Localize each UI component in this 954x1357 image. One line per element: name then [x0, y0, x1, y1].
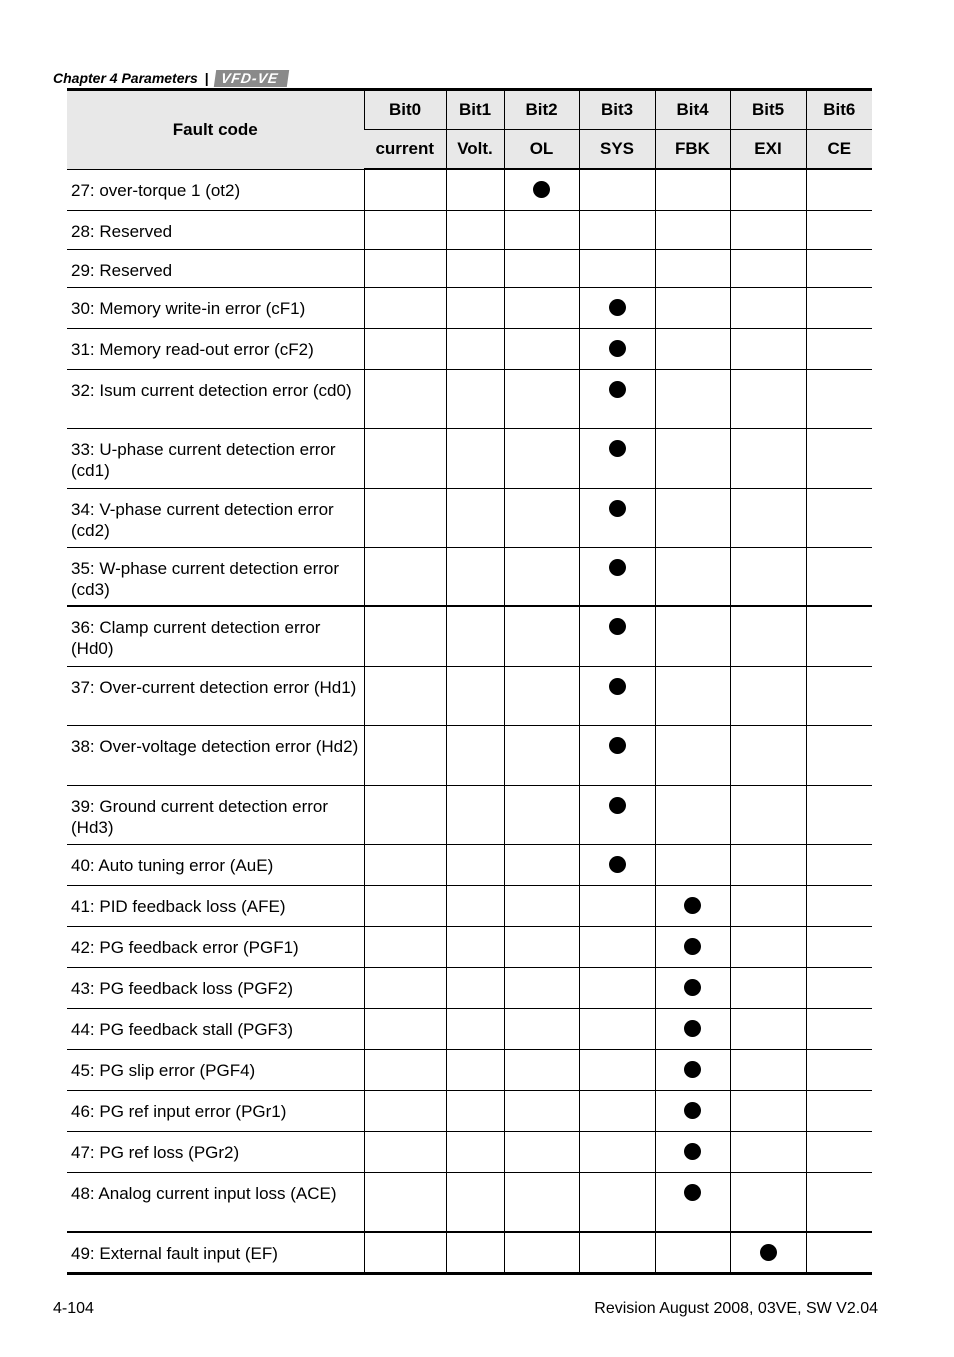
bit-cell — [579, 287, 655, 328]
bit-cell — [446, 844, 504, 885]
bit-cell — [806, 1049, 872, 1090]
bit-cell — [806, 844, 872, 885]
fault-code-name: 42: PG feedback error (PGF1) — [67, 926, 364, 967]
bit-cell — [504, 428, 579, 488]
fault-code-name: 30: Memory write-in error (cF1) — [67, 287, 364, 328]
bit-cell — [730, 885, 806, 926]
bit-cell — [806, 926, 872, 967]
bit-cell — [579, 1172, 655, 1232]
bit-set-dot-icon — [609, 340, 626, 357]
bit-cell — [655, 885, 730, 926]
bit-cell — [504, 1172, 579, 1232]
bit-cell — [364, 1172, 446, 1232]
fault-code-table — [67, 88, 872, 1275]
bit-set-dot-icon — [684, 1184, 701, 1201]
bit-cell — [446, 547, 504, 606]
bit-number-header: Bit6 — [806, 90, 872, 130]
bit-set-dot-icon — [609, 440, 626, 457]
bit-cell — [655, 1232, 730, 1273]
bit-set-dot-icon — [684, 1102, 701, 1119]
fault-code-name: 29: Reserved — [67, 249, 364, 287]
bit-cell — [806, 287, 872, 328]
bit-name-header: FBK — [655, 130, 730, 170]
bit-cell — [579, 885, 655, 926]
bit-cell — [504, 606, 579, 666]
bit-cell — [446, 1131, 504, 1172]
bit-cell — [446, 488, 504, 547]
bit-cell — [364, 287, 446, 328]
table-row — [67, 1232, 872, 1273]
bit-cell — [806, 328, 872, 369]
bit-cell — [364, 926, 446, 967]
bit-cell — [364, 785, 446, 844]
bit-set-dot-icon — [609, 500, 626, 517]
bit-cell — [504, 1232, 579, 1273]
table-row — [67, 547, 872, 606]
bit-cell — [504, 885, 579, 926]
bit-number-header: Bit4 — [655, 90, 730, 130]
fault-code-name: 27: over-torque 1 (ot2) — [67, 169, 364, 210]
bit-cell — [579, 1049, 655, 1090]
bit-cell — [446, 1008, 504, 1049]
bit-set-dot-icon — [760, 1244, 777, 1261]
bit-cell — [655, 785, 730, 844]
bit-cell — [446, 1049, 504, 1090]
bit-cell — [446, 885, 504, 926]
bit-cell — [655, 725, 730, 785]
revision-info: Revision August 2008, 03VE, SW V2.04 — [594, 1300, 878, 1317]
table-row — [67, 369, 872, 428]
bit-cell — [806, 210, 872, 249]
bit-number-header: Bit3 — [579, 90, 655, 130]
bit-cell — [806, 1090, 872, 1131]
table-row — [67, 1008, 872, 1049]
bit-cell — [579, 169, 655, 210]
table-row — [67, 249, 872, 287]
table-row — [67, 725, 872, 785]
bit-cell — [579, 1131, 655, 1172]
bit-cell — [446, 1172, 504, 1232]
bit-cell — [364, 666, 446, 725]
bit-cell — [730, 547, 806, 606]
bit-cell — [730, 666, 806, 725]
bit-name-header: current — [364, 130, 446, 170]
table-row — [67, 967, 872, 1008]
bit-cell — [504, 210, 579, 249]
bit-cell — [504, 1090, 579, 1131]
bit-cell — [579, 606, 655, 666]
table-row — [67, 1131, 872, 1172]
bit-number-header: Bit0 — [364, 90, 446, 130]
bit-cell — [446, 785, 504, 844]
fault-code-name: 44: PG feedback stall (PGF3) — [67, 1008, 364, 1049]
bit-cell — [446, 369, 504, 428]
bit-number-header: Bit1 — [446, 90, 504, 130]
bit-name-header: SYS — [579, 130, 655, 170]
bit-set-dot-icon — [684, 897, 701, 914]
table-row — [67, 428, 872, 488]
bit-cell — [806, 249, 872, 287]
bit-cell — [655, 1090, 730, 1131]
bit-cell — [655, 210, 730, 249]
bit-set-dot-icon — [609, 856, 626, 873]
bit-cell — [655, 249, 730, 287]
bit-cell — [730, 328, 806, 369]
bit-set-dot-icon — [684, 938, 701, 955]
bit-cell — [730, 1172, 806, 1232]
bit-number-header: Bit2 — [504, 90, 579, 130]
table-row — [67, 287, 872, 328]
fault-code-name: 45: PG slip error (PGF4) — [67, 1049, 364, 1090]
bit-cell — [504, 1008, 579, 1049]
bit-cell — [730, 488, 806, 547]
table-row — [67, 1049, 872, 1090]
bit-cell — [730, 210, 806, 249]
bit-cell — [364, 210, 446, 249]
bit-cell — [806, 428, 872, 488]
bit-cell — [504, 1049, 579, 1090]
bit-set-dot-icon — [609, 299, 626, 316]
bit-cell — [579, 428, 655, 488]
fault-code-name: 39: Ground current detection error (Hd3) — [67, 785, 364, 844]
bit-cell — [655, 926, 730, 967]
bit-cell — [730, 844, 806, 885]
bit-cell — [730, 926, 806, 967]
bit-set-dot-icon — [684, 1143, 701, 1160]
table-row — [67, 210, 872, 249]
bit-set-dot-icon — [684, 979, 701, 996]
bit-cell — [364, 428, 446, 488]
bit-cell — [504, 488, 579, 547]
bit-cell — [446, 249, 504, 287]
bit-cell — [364, 885, 446, 926]
bit-cell — [806, 1008, 872, 1049]
bit-cell — [364, 1008, 446, 1049]
bit-cell — [806, 169, 872, 210]
table-row — [67, 844, 872, 885]
bit-cell — [655, 606, 730, 666]
bit-cell — [446, 287, 504, 328]
bit-cell — [504, 1131, 579, 1172]
bit-cell — [806, 1232, 872, 1273]
bit-cell — [806, 967, 872, 1008]
bit-cell — [730, 606, 806, 666]
bit-cell — [730, 1090, 806, 1131]
bit-set-dot-icon — [609, 381, 626, 398]
bit-cell — [446, 428, 504, 488]
bit-cell — [806, 666, 872, 725]
bit-cell — [364, 844, 446, 885]
bit-cell — [579, 666, 655, 725]
bit-cell — [655, 287, 730, 328]
bit-cell — [730, 249, 806, 287]
bit-number-header: Bit5 — [730, 90, 806, 130]
bit-cell — [655, 1008, 730, 1049]
bit-set-dot-icon — [609, 797, 626, 814]
fault-code-name: 47: PG ref loss (PGr2) — [67, 1131, 364, 1172]
bit-cell — [446, 926, 504, 967]
table-row — [67, 1172, 872, 1232]
bit-cell — [364, 169, 446, 210]
fault-code-name: 43: PG feedback loss (PGF2) — [67, 967, 364, 1008]
bit-cell — [446, 725, 504, 785]
bit-cell — [655, 967, 730, 1008]
chapter-title: Chapter 4 Parameters — [53, 70, 198, 86]
bit-cell — [655, 844, 730, 885]
bit-cell — [730, 1232, 806, 1273]
bit-cell — [579, 328, 655, 369]
bit-cell — [579, 844, 655, 885]
bit-cell — [655, 666, 730, 725]
bit-set-dot-icon — [684, 1061, 701, 1078]
bit-cell — [446, 1090, 504, 1131]
bit-cell — [504, 926, 579, 967]
bit-cell — [730, 785, 806, 844]
bit-cell — [504, 547, 579, 606]
bit-cell — [806, 369, 872, 428]
bit-cell — [655, 1131, 730, 1172]
bit-cell — [579, 725, 655, 785]
bit-cell — [579, 547, 655, 606]
bit-cell — [730, 967, 806, 1008]
fault-code-name: 28: Reserved — [67, 210, 364, 249]
fault-code-name: 33: U-phase current detection error (cd1) — [67, 428, 364, 488]
bit-set-dot-icon — [609, 618, 626, 635]
bit-cell — [446, 967, 504, 1008]
bit-cell — [364, 488, 446, 547]
bit-cell — [730, 1049, 806, 1090]
bit-cell — [655, 547, 730, 606]
bit-cell — [364, 1232, 446, 1273]
table-row — [67, 885, 872, 926]
bit-set-dot-icon — [609, 559, 626, 576]
bit-cell — [364, 1131, 446, 1172]
bit-cell — [655, 369, 730, 428]
table-row — [67, 606, 872, 666]
bit-cell — [579, 926, 655, 967]
bit-set-dot-icon — [533, 181, 550, 198]
bit-cell — [364, 725, 446, 785]
bit-cell — [446, 169, 504, 210]
bit-cell — [806, 488, 872, 547]
fault-code-name: 34: V-phase current detection error (cd2) — [67, 488, 364, 547]
fault-code-name: 31: Memory read-out error (cF2) — [67, 328, 364, 369]
bit-cell — [446, 666, 504, 725]
bit-cell — [364, 1049, 446, 1090]
bit-set-dot-icon — [609, 678, 626, 695]
bit-cell — [364, 249, 446, 287]
bit-cell — [579, 249, 655, 287]
bit-cell — [504, 844, 579, 885]
bit-cell — [806, 785, 872, 844]
bit-name-header: Volt. — [446, 130, 504, 170]
bit-cell — [364, 1090, 446, 1131]
bit-cell — [364, 369, 446, 428]
bit-cell — [446, 210, 504, 249]
bit-cell — [446, 1232, 504, 1273]
fault-code-name: 49: External fault input (EF) — [67, 1232, 364, 1273]
page-header — [53, 67, 288, 89]
bit-cell — [504, 369, 579, 428]
bit-cell — [579, 488, 655, 547]
bit-cell — [806, 1131, 872, 1172]
fault-code-name: 35: W-phase current detection error (cd3) — [67, 547, 364, 606]
bit-cell — [504, 967, 579, 1008]
bit-cell — [579, 785, 655, 844]
bit-cell — [579, 1008, 655, 1049]
fault-code-name: 41: PID feedback loss (AFE) — [67, 885, 364, 926]
fault-code-name: 37: Over-current detection error (Hd1) — [67, 666, 364, 725]
table-row — [67, 488, 872, 547]
table-row — [67, 785, 872, 844]
bit-cell — [504, 169, 579, 210]
bit-cell — [504, 249, 579, 287]
bit-cell — [806, 1172, 872, 1232]
bit-cell — [730, 169, 806, 210]
fault-code-name: 46: PG ref input error (PGr1) — [67, 1090, 364, 1131]
bit-cell — [446, 606, 504, 666]
bit-cell — [730, 428, 806, 488]
fault-code-header: Fault code — [67, 90, 364, 170]
bit-cell — [730, 369, 806, 428]
table-row — [67, 926, 872, 967]
bit-name-header: EXI — [730, 130, 806, 170]
bit-cell — [655, 1049, 730, 1090]
table-row — [67, 328, 872, 369]
fault-rows — [67, 169, 872, 1273]
table-row — [67, 666, 872, 725]
bit-cell — [504, 785, 579, 844]
table-row — [67, 1090, 872, 1131]
fault-code-name: 36: Clamp current detection error (Hd0) — [67, 606, 364, 666]
bit-cell — [364, 967, 446, 1008]
bit-cell — [579, 1232, 655, 1273]
bit-cell — [504, 666, 579, 725]
bit-cell — [806, 725, 872, 785]
page-number: 4-104 — [53, 1300, 94, 1317]
bit-cell — [579, 210, 655, 249]
bit-cell — [655, 169, 730, 210]
bit-set-dot-icon — [609, 737, 626, 754]
bit-cell — [446, 328, 504, 369]
fault-code-name: 38: Over-voltage detection error (Hd2) — [67, 725, 364, 785]
bit-cell — [806, 885, 872, 926]
bit-cell — [655, 488, 730, 547]
fault-code-name: 40: Auto tuning error (AuE) — [67, 844, 364, 885]
bit-cell — [504, 328, 579, 369]
bit-cell — [806, 606, 872, 666]
bit-cell — [730, 1131, 806, 1172]
bit-cell — [504, 287, 579, 328]
bit-name-header: CE — [806, 130, 872, 170]
bit-cell — [364, 606, 446, 666]
bit-cell — [655, 328, 730, 369]
table-row — [67, 169, 872, 210]
bit-cell — [730, 1008, 806, 1049]
bit-cell — [579, 369, 655, 428]
bit-cell — [579, 967, 655, 1008]
bit-cell — [364, 547, 446, 606]
bit-cell — [730, 287, 806, 328]
bit-set-dot-icon — [684, 1020, 701, 1037]
fault-code-name: 48: Analog current input loss (ACE) — [67, 1172, 364, 1232]
bit-cell — [655, 1172, 730, 1232]
header-separator: | — [204, 70, 209, 86]
bit-cell — [655, 428, 730, 488]
bit-cell — [730, 725, 806, 785]
bit-cell — [579, 1090, 655, 1131]
bit-cell — [504, 725, 579, 785]
bit-header-row — [67, 90, 872, 130]
fault-code-name: 32: Isum current detection error (cd0) — [67, 369, 364, 428]
bit-cell — [364, 328, 446, 369]
bit-name-header: OL — [504, 130, 579, 170]
bit-cell — [806, 547, 872, 606]
product-logo: VFD-VE — [213, 70, 289, 87]
